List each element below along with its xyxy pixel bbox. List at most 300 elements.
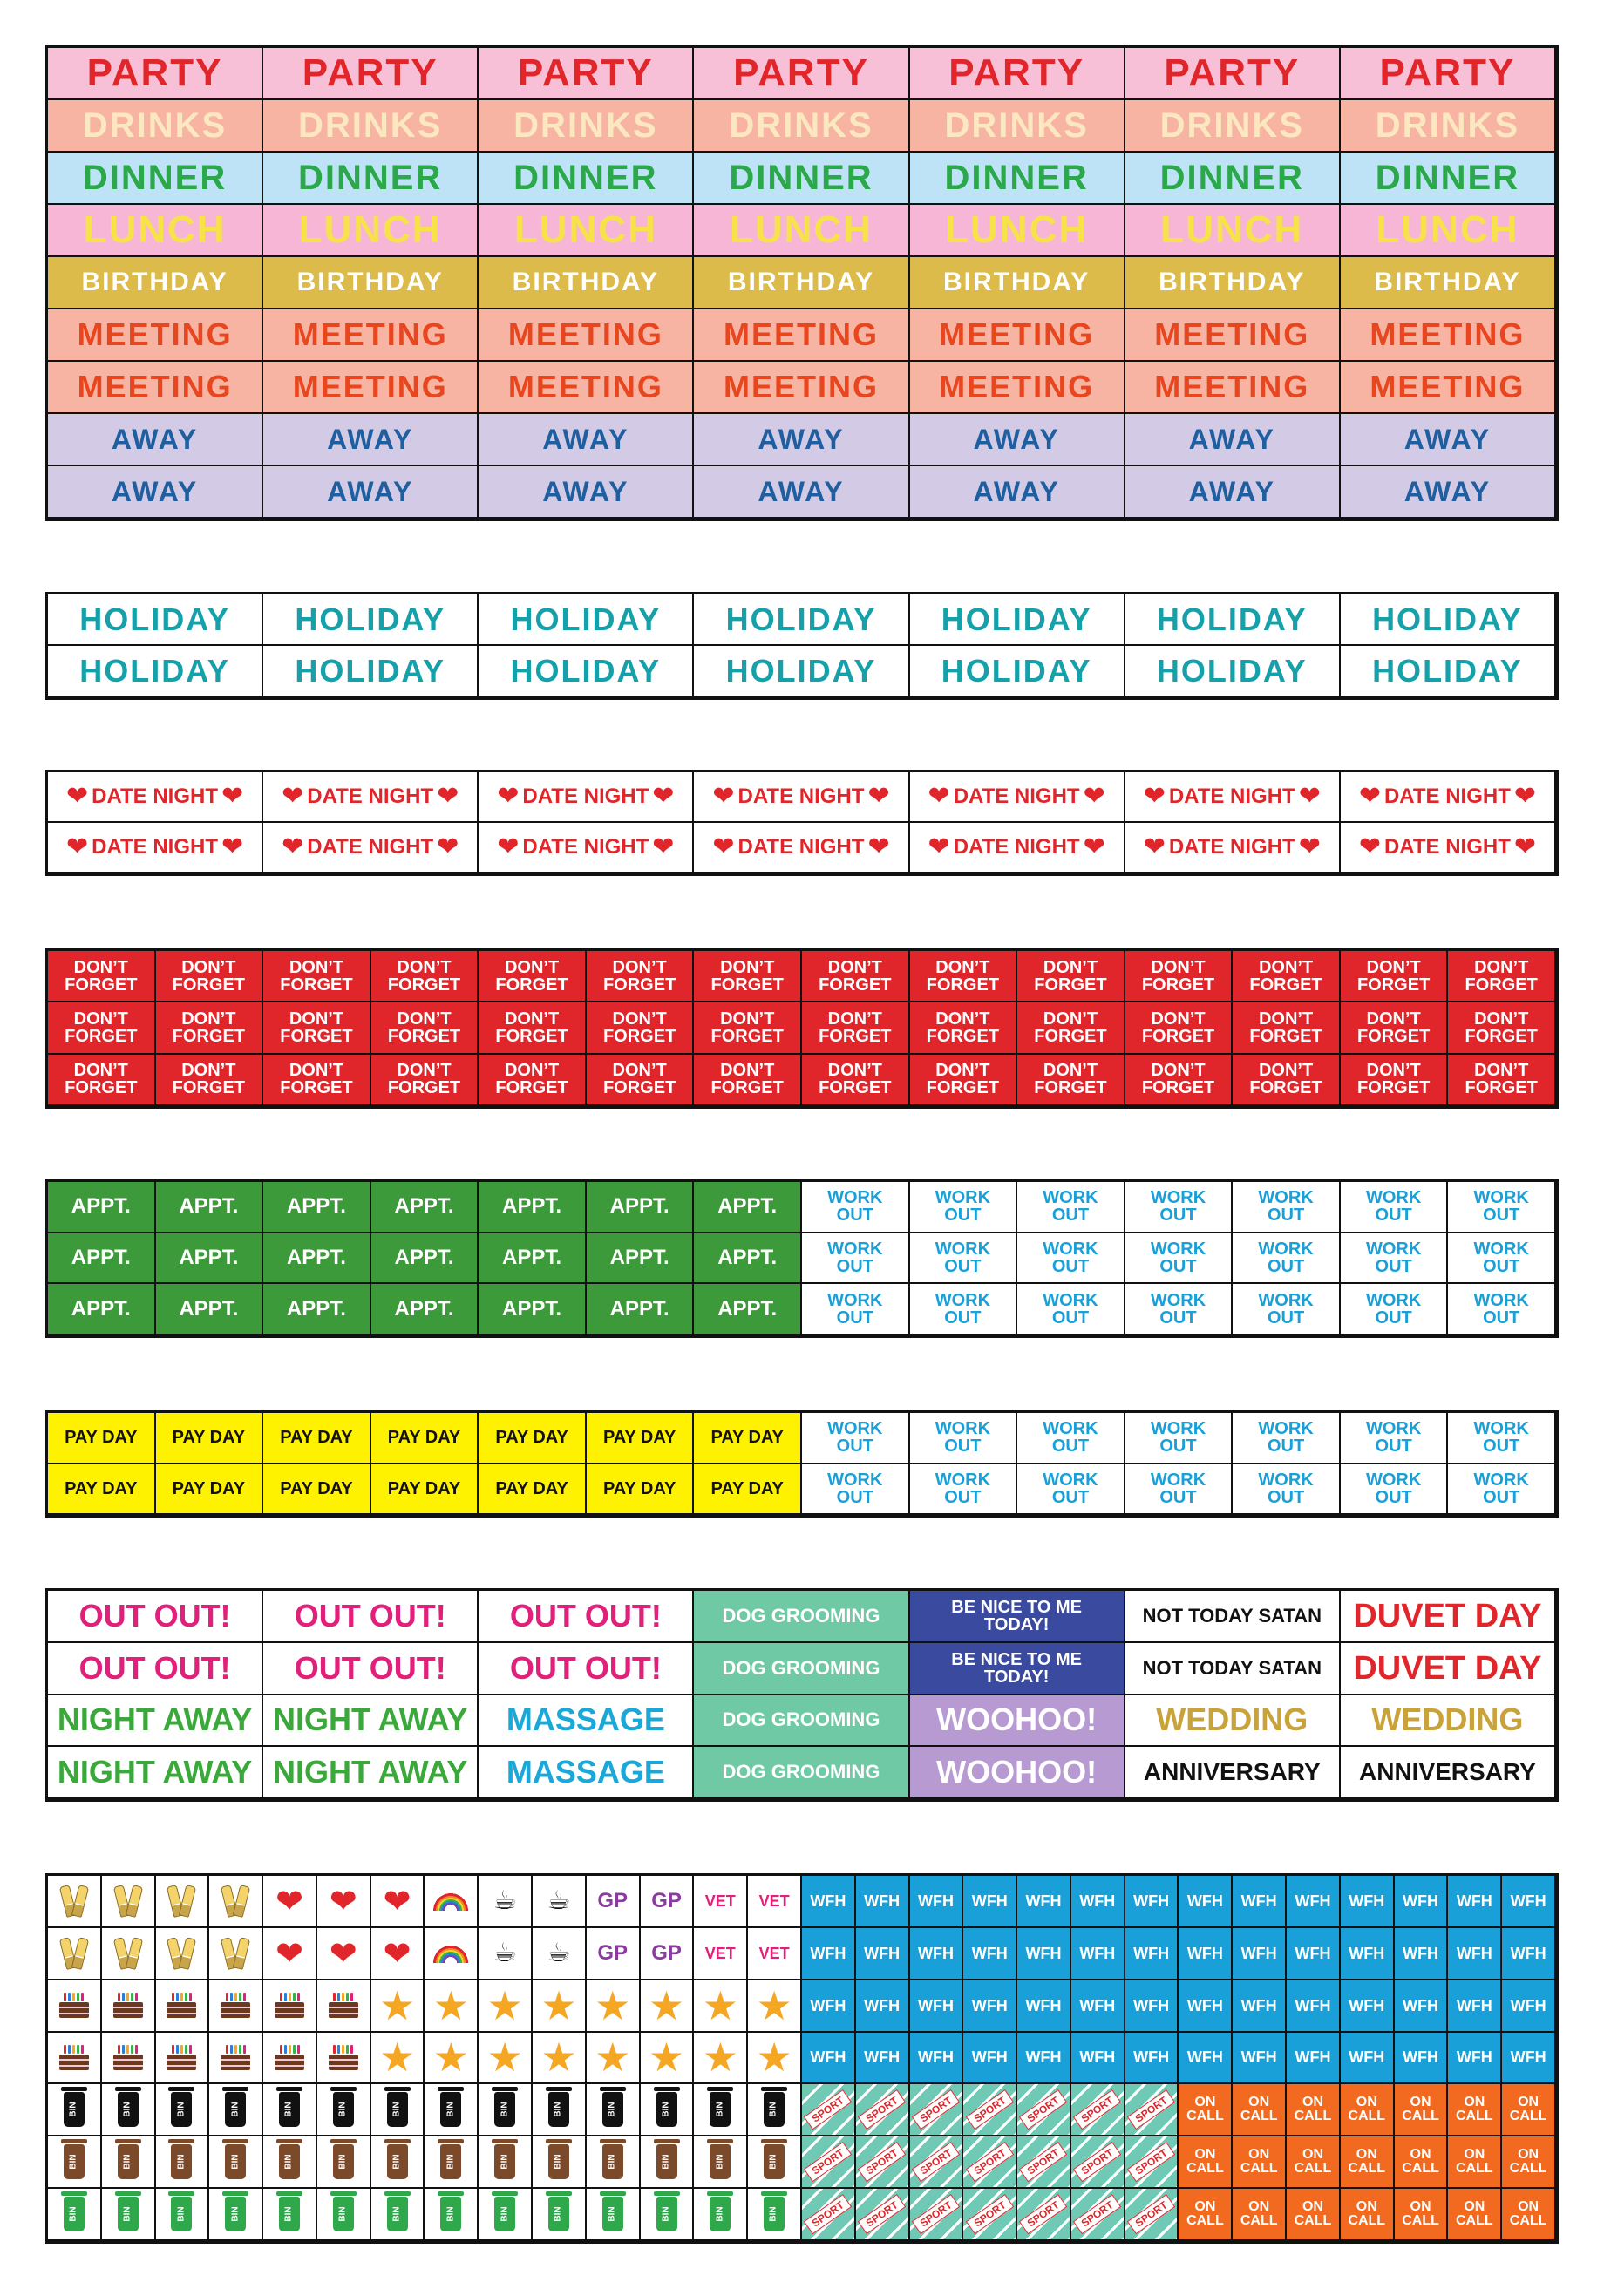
sticker-sport[interactable] bbox=[802, 2084, 856, 2136]
sticker-meeting[interactable] bbox=[263, 362, 479, 414]
sticker-date-night[interactable] bbox=[1341, 823, 1556, 873]
sticker-dinner[interactable] bbox=[479, 153, 694, 205]
sticker-wfh[interactable] bbox=[963, 1928, 1017, 1980]
sticker-work-out[interactable] bbox=[1341, 1464, 1449, 1516]
sticker-wfh[interactable] bbox=[1179, 2033, 1233, 2085]
sticker-sport[interactable] bbox=[1017, 2136, 1071, 2189]
sticker-bin[interactable] bbox=[263, 2084, 317, 2136]
sticker-pay-day[interactable] bbox=[479, 1413, 587, 1464]
sticker-wfh[interactable] bbox=[1287, 2033, 1341, 2085]
sticker-on-call[interactable] bbox=[1287, 2136, 1341, 2189]
sticker-date-night[interactable] bbox=[479, 823, 694, 873]
sticker-woohoo[interactable] bbox=[910, 1747, 1125, 1799]
sticker-bin[interactable] bbox=[748, 2084, 802, 2136]
sticker-coffee-cup[interactable] bbox=[533, 1876, 587, 1928]
sticker-drinks[interactable] bbox=[263, 100, 479, 153]
sticker-lunch[interactable] bbox=[479, 205, 694, 257]
sticker-work-out[interactable] bbox=[910, 1413, 1018, 1464]
sticker-on-call[interactable] bbox=[1179, 2084, 1233, 2136]
sticker-heart[interactable] bbox=[371, 1928, 425, 1980]
sticker-wfh[interactable] bbox=[1502, 1876, 1556, 1928]
sticker-work-out[interactable] bbox=[1233, 1182, 1341, 1233]
sticker-star[interactable] bbox=[533, 2033, 587, 2085]
sticker-appt[interactable] bbox=[587, 1233, 695, 1285]
sticker-star[interactable] bbox=[371, 1980, 425, 2033]
sticker-holiday[interactable] bbox=[1125, 646, 1341, 697]
sticker-star[interactable] bbox=[748, 2033, 802, 2085]
sticker-wfh[interactable] bbox=[910, 1980, 964, 2033]
sticker-birthday[interactable] bbox=[479, 257, 694, 309]
sticker-heart[interactable] bbox=[317, 1876, 371, 1928]
sticker-birthday[interactable] bbox=[263, 257, 479, 309]
sticker-bin[interactable] bbox=[694, 2136, 748, 2189]
sticker-pay-day[interactable] bbox=[587, 1464, 695, 1516]
sticker-on-call[interactable] bbox=[1233, 2189, 1287, 2241]
sticker-out-out[interactable] bbox=[263, 1643, 479, 1695]
sticker-meeting[interactable] bbox=[263, 309, 479, 362]
sticker-sport[interactable] bbox=[1071, 2084, 1125, 2136]
sticker-champagne[interactable] bbox=[48, 1928, 102, 1980]
sticker-dont-forget[interactable] bbox=[479, 1002, 587, 1054]
sticker-date-night[interactable] bbox=[1125, 772, 1341, 823]
sticker-wfh[interactable] bbox=[1502, 1928, 1556, 1980]
sticker-star[interactable] bbox=[425, 2033, 479, 2085]
sticker-on-call[interactable] bbox=[1341, 2136, 1395, 2189]
sticker-rainbow[interactable] bbox=[425, 1876, 479, 1928]
sticker-appt[interactable] bbox=[156, 1182, 264, 1233]
sticker-wfh[interactable] bbox=[1448, 1876, 1502, 1928]
sticker-bin[interactable] bbox=[102, 2084, 156, 2136]
sticker-dont-forget[interactable] bbox=[802, 1055, 910, 1106]
sticker-wfh[interactable] bbox=[802, 1980, 856, 2033]
sticker-holiday[interactable] bbox=[1125, 594, 1341, 646]
sticker-be-nice-to-me-today[interactable] bbox=[910, 1643, 1125, 1695]
sticker-holiday[interactable] bbox=[479, 594, 694, 646]
sticker-away[interactable] bbox=[1341, 466, 1556, 519]
sticker-bin[interactable] bbox=[641, 2136, 695, 2189]
sticker-appt[interactable] bbox=[263, 1284, 371, 1335]
sticker-champagne[interactable] bbox=[48, 1876, 102, 1928]
sticker-on-call[interactable] bbox=[1448, 2189, 1502, 2241]
sticker-dont-forget[interactable] bbox=[1125, 1002, 1234, 1054]
sticker-holiday[interactable] bbox=[48, 594, 263, 646]
sticker-bin[interactable] bbox=[748, 2189, 802, 2241]
sticker-star[interactable] bbox=[479, 1980, 533, 2033]
sticker-lunch[interactable] bbox=[48, 205, 263, 257]
sticker-champagne[interactable] bbox=[209, 1928, 263, 1980]
sticker-meeting[interactable] bbox=[1125, 362, 1341, 414]
sticker-meeting[interactable] bbox=[1341, 362, 1556, 414]
sticker-away[interactable] bbox=[48, 466, 263, 519]
sticker-party[interactable] bbox=[1341, 48, 1556, 100]
sticker-bin[interactable] bbox=[641, 2084, 695, 2136]
sticker-not-today-satan[interactable] bbox=[1125, 1643, 1341, 1695]
sticker-lunch[interactable] bbox=[1125, 205, 1341, 257]
sticker-star[interactable] bbox=[587, 1980, 641, 2033]
sticker-appt[interactable] bbox=[479, 1284, 587, 1335]
sticker-duvet-day[interactable] bbox=[1341, 1643, 1556, 1695]
sticker-wfh[interactable] bbox=[1179, 1980, 1233, 2033]
sticker-bin[interactable] bbox=[587, 2084, 641, 2136]
sticker-pay-day[interactable] bbox=[263, 1413, 371, 1464]
sticker-star[interactable] bbox=[587, 2033, 641, 2085]
sticker-wfh[interactable] bbox=[1233, 1928, 1287, 1980]
sticker-bin[interactable] bbox=[694, 2189, 748, 2241]
sticker-vet[interactable] bbox=[748, 1928, 802, 1980]
sticker-bin[interactable] bbox=[533, 2189, 587, 2241]
sticker-away[interactable] bbox=[694, 414, 909, 466]
sticker-appt[interactable] bbox=[371, 1182, 479, 1233]
sticker-dinner[interactable] bbox=[694, 153, 909, 205]
sticker-date-night[interactable] bbox=[263, 772, 479, 823]
sticker-bin[interactable] bbox=[425, 2136, 479, 2189]
sticker-cake[interactable] bbox=[102, 2033, 156, 2085]
sticker-bin[interactable] bbox=[533, 2084, 587, 2136]
sticker-wfh[interactable] bbox=[1179, 1928, 1233, 1980]
sticker-appt[interactable] bbox=[156, 1284, 264, 1335]
sticker-date-night[interactable] bbox=[48, 772, 263, 823]
sticker-wfh[interactable] bbox=[856, 1928, 910, 1980]
sticker-wedding[interactable] bbox=[1125, 1695, 1341, 1748]
sticker-rainbow[interactable] bbox=[425, 1928, 479, 1980]
sticker-wfh[interactable] bbox=[1502, 1980, 1556, 2033]
sticker-wfh[interactable] bbox=[1287, 1876, 1341, 1928]
sticker-party[interactable] bbox=[910, 48, 1125, 100]
sticker-wfh[interactable] bbox=[963, 1980, 1017, 2033]
sticker-wfh[interactable] bbox=[1448, 1928, 1502, 1980]
sticker-bin[interactable] bbox=[156, 2136, 210, 2189]
sticker-bin[interactable] bbox=[209, 2084, 263, 2136]
sticker-date-night[interactable] bbox=[910, 823, 1125, 873]
sticker-dinner[interactable] bbox=[263, 153, 479, 205]
sticker-holiday[interactable] bbox=[1341, 646, 1556, 697]
sticker-on-call[interactable] bbox=[1179, 2189, 1233, 2241]
sticker-anniversary[interactable] bbox=[1125, 1747, 1341, 1799]
sticker-bin[interactable] bbox=[641, 2189, 695, 2241]
sticker-cake[interactable] bbox=[317, 2033, 371, 2085]
sticker-cake[interactable] bbox=[209, 1980, 263, 2033]
sticker-bin[interactable] bbox=[371, 2136, 425, 2189]
sticker-cake[interactable] bbox=[48, 1980, 102, 2033]
sticker-dont-forget[interactable] bbox=[1341, 1002, 1449, 1054]
sticker-dont-forget[interactable] bbox=[1448, 1002, 1556, 1054]
sticker-gp[interactable] bbox=[587, 1928, 641, 1980]
sticker-date-night[interactable] bbox=[1341, 772, 1556, 823]
sticker-work-out[interactable] bbox=[802, 1284, 910, 1335]
sticker-party[interactable] bbox=[1125, 48, 1341, 100]
sticker-cake[interactable] bbox=[209, 2033, 263, 2085]
sticker-dont-forget[interactable] bbox=[156, 951, 264, 1002]
sticker-wfh[interactable] bbox=[1071, 1876, 1125, 1928]
sticker-wfh[interactable] bbox=[1395, 1980, 1449, 2033]
sticker-dont-forget[interactable] bbox=[694, 1055, 802, 1106]
sticker-wfh[interactable] bbox=[1017, 1980, 1071, 2033]
sticker-party[interactable] bbox=[694, 48, 909, 100]
sticker-dont-forget[interactable] bbox=[371, 1002, 479, 1054]
sticker-holiday[interactable] bbox=[263, 594, 479, 646]
sticker-anniversary[interactable] bbox=[1341, 1747, 1556, 1799]
sticker-dinner[interactable] bbox=[910, 153, 1125, 205]
sticker-dont-forget[interactable] bbox=[263, 1055, 371, 1106]
sticker-appt[interactable] bbox=[263, 1233, 371, 1285]
sticker-sport[interactable] bbox=[1071, 2136, 1125, 2189]
sticker-appt[interactable] bbox=[263, 1182, 371, 1233]
sticker-dont-forget[interactable] bbox=[802, 951, 910, 1002]
sticker-dont-forget[interactable] bbox=[1017, 1055, 1125, 1106]
sticker-work-out[interactable] bbox=[1233, 1233, 1341, 1285]
sticker-appt[interactable] bbox=[694, 1182, 802, 1233]
sticker-wfh[interactable] bbox=[963, 2033, 1017, 2085]
sticker-wfh[interactable] bbox=[1179, 1876, 1233, 1928]
sticker-work-out[interactable] bbox=[1125, 1464, 1234, 1516]
sticker-pay-day[interactable] bbox=[263, 1464, 371, 1516]
sticker-star[interactable] bbox=[479, 2033, 533, 2085]
sticker-wfh[interactable] bbox=[856, 1980, 910, 2033]
sticker-wfh[interactable] bbox=[1448, 1980, 1502, 2033]
sticker-sport[interactable] bbox=[963, 2189, 1017, 2241]
sticker-wfh[interactable] bbox=[802, 1928, 856, 1980]
sticker-away[interactable] bbox=[263, 466, 479, 519]
sticker-appt[interactable] bbox=[694, 1284, 802, 1335]
sticker-meeting[interactable] bbox=[48, 362, 263, 414]
sticker-drinks[interactable] bbox=[910, 100, 1125, 153]
sticker-woohoo[interactable] bbox=[910, 1695, 1125, 1748]
sticker-drinks[interactable] bbox=[48, 100, 263, 153]
sticker-away[interactable] bbox=[479, 466, 694, 519]
sticker-out-out[interactable] bbox=[48, 1643, 263, 1695]
sticker-work-out[interactable] bbox=[1125, 1413, 1234, 1464]
sticker-on-call[interactable] bbox=[1341, 2084, 1395, 2136]
sticker-cake[interactable] bbox=[48, 2033, 102, 2085]
sticker-work-out[interactable] bbox=[1448, 1233, 1556, 1285]
sticker-dont-forget[interactable] bbox=[156, 1002, 264, 1054]
sticker-wfh[interactable] bbox=[1502, 2033, 1556, 2085]
sticker-dont-forget[interactable] bbox=[802, 1002, 910, 1054]
sticker-dont-forget[interactable] bbox=[1233, 1002, 1341, 1054]
sticker-work-out[interactable] bbox=[802, 1413, 910, 1464]
sticker-bin[interactable] bbox=[748, 2136, 802, 2189]
sticker-wfh[interactable] bbox=[910, 2033, 964, 2085]
sticker-meeting[interactable] bbox=[694, 362, 909, 414]
sticker-sport[interactable] bbox=[1125, 2084, 1179, 2136]
sticker-cake[interactable] bbox=[263, 1980, 317, 2033]
sticker-appt[interactable] bbox=[694, 1233, 802, 1285]
sticker-work-out[interactable] bbox=[1448, 1413, 1556, 1464]
sticker-bin[interactable] bbox=[587, 2189, 641, 2241]
sticker-dont-forget[interactable] bbox=[1125, 1055, 1234, 1106]
sticker-out-out[interactable] bbox=[479, 1591, 694, 1643]
sticker-wfh[interactable] bbox=[802, 2033, 856, 2085]
sticker-dont-forget[interactable] bbox=[1125, 951, 1234, 1002]
sticker-bin[interactable] bbox=[263, 2136, 317, 2189]
sticker-holiday[interactable] bbox=[694, 646, 909, 697]
sticker-meeting[interactable] bbox=[1125, 309, 1341, 362]
sticker-wfh[interactable] bbox=[910, 1876, 964, 1928]
sticker-wfh[interactable] bbox=[1395, 2033, 1449, 2085]
sticker-champagne[interactable] bbox=[209, 1876, 263, 1928]
sticker-bin[interactable] bbox=[156, 2084, 210, 2136]
sticker-bin[interactable] bbox=[371, 2189, 425, 2241]
sticker-appt[interactable] bbox=[371, 1233, 479, 1285]
sticker-sport[interactable] bbox=[1125, 2189, 1179, 2241]
sticker-pay-day[interactable] bbox=[694, 1413, 802, 1464]
sticker-dont-forget[interactable] bbox=[48, 1055, 156, 1106]
sticker-dont-forget[interactable] bbox=[48, 951, 156, 1002]
sticker-party[interactable] bbox=[263, 48, 479, 100]
sticker-work-out[interactable] bbox=[910, 1464, 1018, 1516]
sticker-work-out[interactable] bbox=[910, 1182, 1018, 1233]
sticker-wfh[interactable] bbox=[1448, 2033, 1502, 2085]
sticker-dont-forget[interactable] bbox=[1017, 951, 1125, 1002]
sticker-holiday[interactable] bbox=[479, 646, 694, 697]
sticker-out-out[interactable] bbox=[263, 1591, 479, 1643]
sticker-gp[interactable] bbox=[587, 1876, 641, 1928]
sticker-work-out[interactable] bbox=[1448, 1464, 1556, 1516]
sticker-work-out[interactable] bbox=[802, 1182, 910, 1233]
sticker-dinner[interactable] bbox=[48, 153, 263, 205]
sticker-date-night[interactable] bbox=[1125, 823, 1341, 873]
sticker-on-call[interactable] bbox=[1179, 2136, 1233, 2189]
sticker-bin[interactable] bbox=[479, 2136, 533, 2189]
sticker-date-night[interactable] bbox=[694, 823, 909, 873]
sticker-dinner[interactable] bbox=[1125, 153, 1341, 205]
sticker-meeting[interactable] bbox=[479, 362, 694, 414]
sticker-be-nice-to-me-today[interactable] bbox=[910, 1591, 1125, 1643]
sticker-work-out[interactable] bbox=[1341, 1413, 1449, 1464]
sticker-birthday[interactable] bbox=[694, 257, 909, 309]
sticker-wfh[interactable] bbox=[1341, 1980, 1395, 2033]
sticker-appt[interactable] bbox=[371, 1284, 479, 1335]
sticker-heart[interactable] bbox=[371, 1876, 425, 1928]
sticker-work-out[interactable] bbox=[1341, 1233, 1449, 1285]
sticker-party[interactable] bbox=[48, 48, 263, 100]
sticker-wfh[interactable] bbox=[910, 1928, 964, 1980]
sticker-on-call[interactable] bbox=[1448, 2084, 1502, 2136]
sticker-wfh[interactable] bbox=[1017, 1928, 1071, 1980]
sticker-meeting[interactable] bbox=[1341, 309, 1556, 362]
sticker-star[interactable] bbox=[694, 2033, 748, 2085]
sticker-bin[interactable] bbox=[209, 2136, 263, 2189]
sticker-wfh[interactable] bbox=[1233, 2033, 1287, 2085]
sticker-champagne[interactable] bbox=[156, 1928, 210, 1980]
sticker-bin[interactable] bbox=[533, 2136, 587, 2189]
sticker-star[interactable] bbox=[371, 2033, 425, 2085]
sticker-appt[interactable] bbox=[587, 1182, 695, 1233]
sticker-appt[interactable] bbox=[48, 1182, 156, 1233]
sticker-wfh[interactable] bbox=[1233, 1876, 1287, 1928]
sticker-away[interactable] bbox=[910, 414, 1125, 466]
sticker-coffee-cup[interactable] bbox=[533, 1928, 587, 1980]
sticker-bin[interactable] bbox=[102, 2189, 156, 2241]
sticker-holiday[interactable] bbox=[694, 594, 909, 646]
sticker-dont-forget[interactable] bbox=[263, 1002, 371, 1054]
sticker-sport[interactable] bbox=[802, 2136, 856, 2189]
sticker-gp[interactable] bbox=[641, 1928, 695, 1980]
sticker-work-out[interactable] bbox=[1233, 1284, 1341, 1335]
sticker-sport[interactable] bbox=[856, 2084, 910, 2136]
sticker-holiday[interactable] bbox=[1341, 594, 1556, 646]
sticker-bin[interactable] bbox=[317, 2136, 371, 2189]
sticker-massage[interactable] bbox=[479, 1695, 694, 1748]
sticker-wfh[interactable] bbox=[1071, 1928, 1125, 1980]
sticker-dont-forget[interactable] bbox=[479, 951, 587, 1002]
sticker-night-away[interactable] bbox=[48, 1695, 263, 1748]
sticker-coffee-cup[interactable] bbox=[479, 1876, 533, 1928]
sticker-appt[interactable] bbox=[156, 1233, 264, 1285]
sticker-away[interactable] bbox=[910, 466, 1125, 519]
sticker-birthday[interactable] bbox=[1125, 257, 1341, 309]
sticker-wfh[interactable] bbox=[1071, 1980, 1125, 2033]
sticker-bin[interactable] bbox=[48, 2084, 102, 2136]
sticker-meeting[interactable] bbox=[910, 362, 1125, 414]
sticker-drinks[interactable] bbox=[1125, 100, 1341, 153]
sticker-wedding[interactable] bbox=[1341, 1695, 1556, 1748]
sticker-star[interactable] bbox=[694, 1980, 748, 2033]
sticker-wfh[interactable] bbox=[1071, 2033, 1125, 2085]
sticker-sport[interactable] bbox=[1017, 2084, 1071, 2136]
sticker-wfh[interactable] bbox=[1287, 1928, 1341, 1980]
sticker-work-out[interactable] bbox=[1448, 1284, 1556, 1335]
sticker-work-out[interactable] bbox=[802, 1233, 910, 1285]
sticker-away[interactable] bbox=[1341, 414, 1556, 466]
sticker-wfh[interactable] bbox=[802, 1876, 856, 1928]
sticker-date-night[interactable] bbox=[48, 823, 263, 873]
sticker-wfh[interactable] bbox=[1341, 1928, 1395, 1980]
sticker-wfh[interactable] bbox=[1125, 1876, 1179, 1928]
sticker-wfh[interactable] bbox=[856, 2033, 910, 2085]
sticker-meeting[interactable] bbox=[910, 309, 1125, 362]
sticker-dont-forget[interactable] bbox=[694, 1002, 802, 1054]
sticker-wfh[interactable] bbox=[1125, 1980, 1179, 2033]
sticker-wfh[interactable] bbox=[1017, 1876, 1071, 1928]
sticker-dont-forget[interactable] bbox=[910, 951, 1018, 1002]
sticker-work-out[interactable] bbox=[1125, 1233, 1234, 1285]
sticker-sport[interactable] bbox=[1125, 2136, 1179, 2189]
sticker-out-out[interactable] bbox=[479, 1643, 694, 1695]
sticker-dont-forget[interactable] bbox=[1448, 951, 1556, 1002]
sticker-sport[interactable] bbox=[910, 2136, 964, 2189]
sticker-dont-forget[interactable] bbox=[1017, 1002, 1125, 1054]
sticker-vet[interactable] bbox=[748, 1876, 802, 1928]
sticker-vet[interactable] bbox=[694, 1928, 748, 1980]
sticker-dont-forget[interactable] bbox=[156, 1055, 264, 1106]
sticker-sport[interactable] bbox=[1017, 2189, 1071, 2241]
sticker-wfh[interactable] bbox=[1341, 1876, 1395, 1928]
sticker-meeting[interactable] bbox=[48, 309, 263, 362]
sticker-work-out[interactable] bbox=[1233, 1413, 1341, 1464]
sticker-lunch[interactable] bbox=[263, 205, 479, 257]
sticker-work-out[interactable] bbox=[1341, 1284, 1449, 1335]
sticker-party[interactable] bbox=[479, 48, 694, 100]
sticker-dont-forget[interactable] bbox=[694, 951, 802, 1002]
sticker-on-call[interactable] bbox=[1341, 2189, 1395, 2241]
sticker-work-out[interactable] bbox=[1125, 1284, 1234, 1335]
sticker-birthday[interactable] bbox=[910, 257, 1125, 309]
sticker-work-out[interactable] bbox=[1233, 1464, 1341, 1516]
sticker-meeting[interactable] bbox=[479, 309, 694, 362]
sticker-lunch[interactable] bbox=[1341, 205, 1556, 257]
sticker-dog-grooming[interactable] bbox=[694, 1591, 909, 1643]
sticker-work-out[interactable] bbox=[910, 1233, 1018, 1285]
sticker-work-out[interactable] bbox=[1125, 1182, 1234, 1233]
sticker-wfh[interactable] bbox=[1125, 1928, 1179, 1980]
sticker-bin[interactable] bbox=[425, 2084, 479, 2136]
sticker-bin[interactable] bbox=[317, 2084, 371, 2136]
sticker-pay-day[interactable] bbox=[479, 1464, 587, 1516]
sticker-drinks[interactable] bbox=[1341, 100, 1556, 153]
sticker-bin[interactable] bbox=[425, 2189, 479, 2241]
sticker-lunch[interactable] bbox=[910, 205, 1125, 257]
